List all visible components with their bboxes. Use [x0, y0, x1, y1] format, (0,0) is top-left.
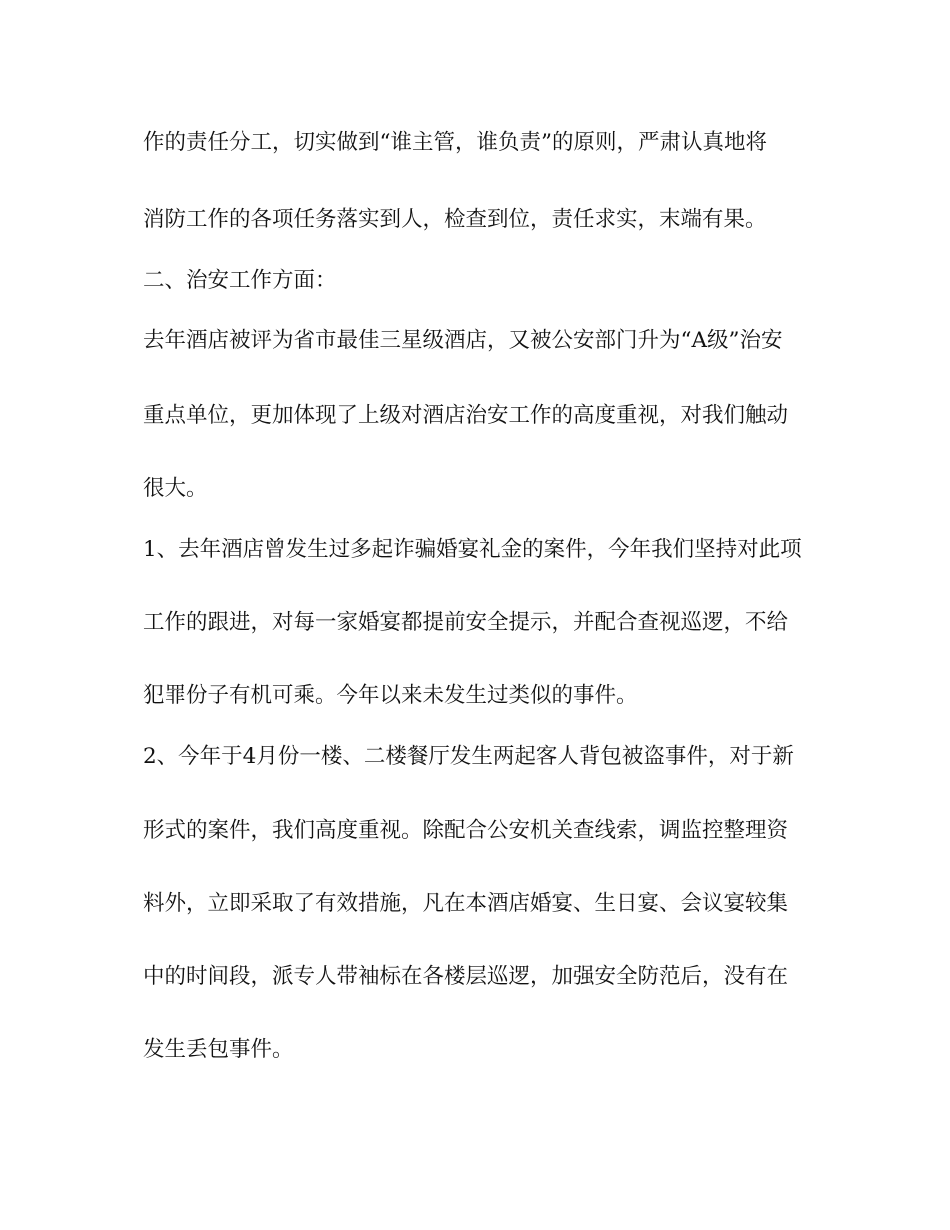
text-line: 重点单位，更加体现了上级对酒店治安工作的高度重视，对我们触动: [143, 403, 789, 428]
text-line: 2、今年于4月份一楼、二楼餐厅发生两起客人背包被盗事件，对于新: [143, 744, 794, 769]
text-line: 犯罪份子有机可乘。今年以来未发生过类似的事件。: [143, 683, 638, 708]
text-line: 发生丢包事件。: [143, 1037, 294, 1062]
text-line: 料外，立即采取了有效措施，凡在本酒店婚宴、生日宴、会议宴较集: [143, 891, 789, 916]
text-line: 消防工作的各项任务落实到人，检查到位，责任求实，末端有果。: [143, 207, 767, 232]
text-line: 作的责任分工，切实做到“谁主管，谁负责”的原则，严肃认真地将: [143, 130, 767, 155]
text-line: 去年酒店被评为省市最佳三星级酒店，又被公安部门升为“A级”治安: [143, 328, 783, 353]
text-line: 中的时间段，派专人带袖标在各楼层巡逻，加强安全防范后，没有在: [143, 964, 789, 989]
text-line: 很大。: [143, 476, 208, 501]
section-heading: 二、治安工作方面：: [143, 268, 337, 293]
text-line: 1、去年酒店曾发生过多起诈骗婚宴礼金的案件，今年我们坚持对此项: [143, 537, 802, 562]
text-line: 形式的案件，我们高度重视。除配合公安机关查线索，调监控整理资: [143, 818, 789, 843]
text-line: 工作的跟进，对每一家婚宴都提前安全提示，并配合查视巡逻，不给: [143, 610, 789, 635]
